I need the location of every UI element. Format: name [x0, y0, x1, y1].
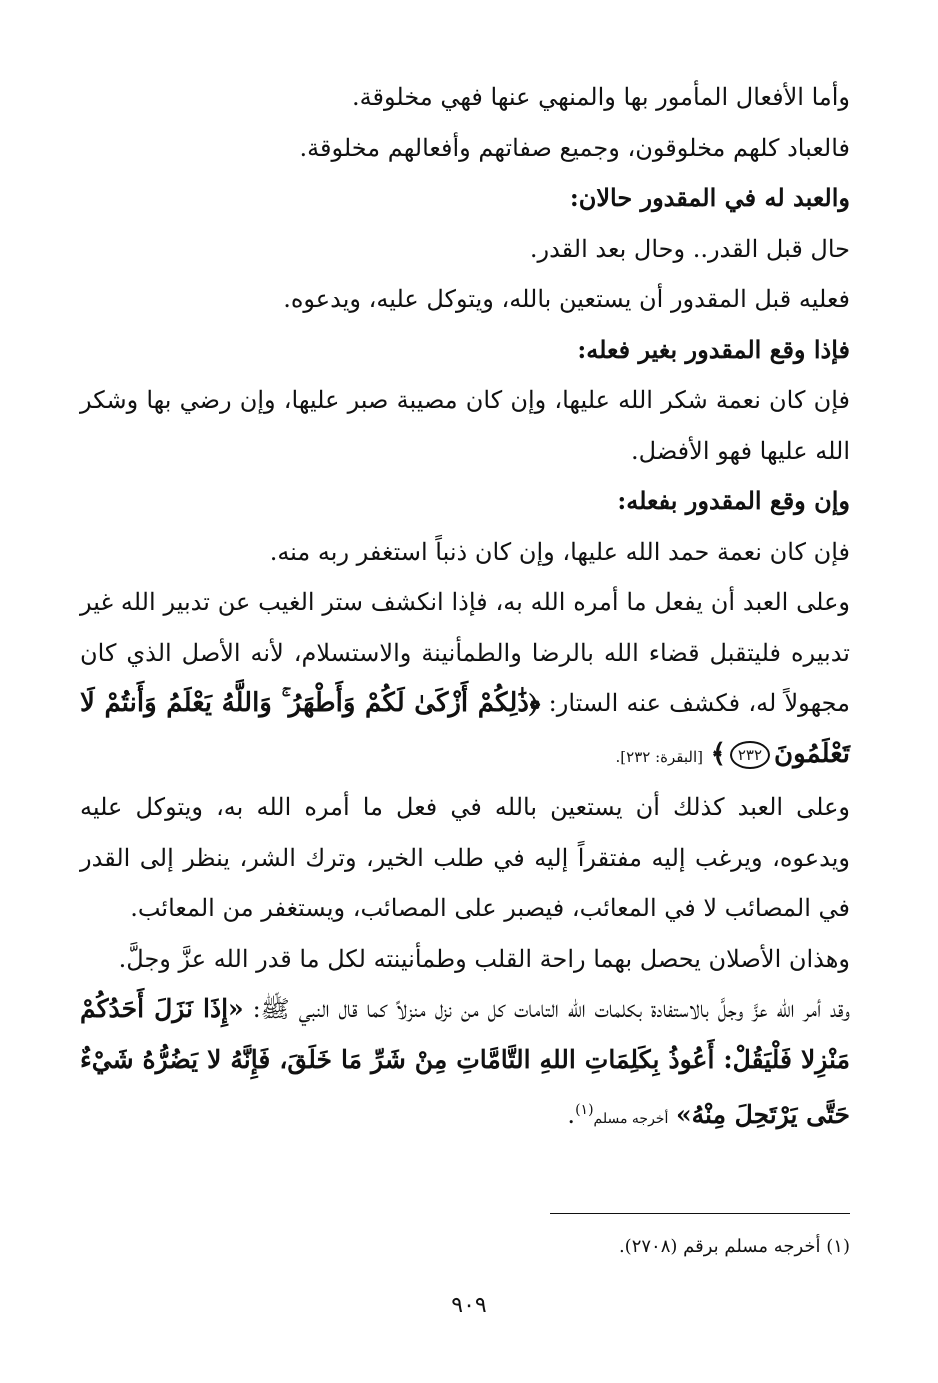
paragraph-servants-created: فالعباد كلهم مخلوقون، وجميع صفاتهم وأفعالهم مخلوقة.	[299, 133, 850, 162]
paragraph-blessing-sin: فإن كان نعمة حمد الله عليها، وإن كان ذنباً استغفر ربه منه.	[269, 537, 850, 566]
quran-verse: ﴿ذَٰلِكُمْ أَزْكَىٰ لَكُمْ وَأَطْهَرُ ۚ وَاللَّهُ يَعْلَمُ وَأَنتُمْ لَا تَعْلَمُونَ	[80, 688, 850, 769]
heading-by-his-act: وإن وقع المقدور بفعله:	[617, 486, 850, 515]
paragraph-before-decree: فعليه قبل المقدور أن يستعين بالله، ويتوكل عليه، ويدعوه.	[283, 285, 850, 313]
paragraph-seek-refuge: وقد أمر الله عزَّ وجلَّ بالاستفادة بكلمات الله التامات كل من نزل منزلاً كما قال النبي ﷺ: «إِذَا نَزَلَ أَحَدُكُمْ مَنْزِلا فَلْيَقُلْ: أَعُوذُ بِكَلِمَاتِ اللهِ التَّامَّاتِ مِنْ شَرِّ مَا خَلَقَ، فَإِنَّهُ لا يَضُرُّهُ شَيْءٌ حَتَّى يَرْتَحِلَ مِنْهُ» أخرجه مسلم$^{(١)}$.	[80, 994, 850, 1129]
paragraph-accept-decree-text: وعلى العبد أن يفعل ما أمره الله به، فإذا انكشف ستر الغيب عن تدبير الله غير تدبيره فليتقبل قضاء الله بالرضا والطمأنينة والاستسلام، لأنه الأصل الذي كان مجهولاً له، فكشف عنه الستار:	[80, 588, 851, 717]
paragraph-accept-decree	[80, 577, 850, 782]
paragraph-two-principles: وهذان الأصلان يحصل بهما راحة القلب وطمأنينته لكل ما قدر الله عزَّ وجلَّ.	[118, 944, 850, 973]
page-number: ٩٠٩	[451, 1293, 487, 1318]
heading-two-states: والعبد له في المقدور حالان:	[569, 183, 850, 212]
heading-not-by-his-act: فإذا وقع المقدور بغير فعله:	[577, 334, 850, 364]
page-body	[80, 72, 850, 1145]
paragraph-before-after: حال قبل القدر.. وحال بعد القدر.	[529, 234, 850, 263]
footnote-divider	[550, 1213, 850, 1214]
ayah-number-marker: ٢٣٢	[730, 741, 770, 769]
footnote-marker: (١)	[575, 1102, 594, 1118]
footnote: (١) أخرجه مسلم برقم (٢٧٠٨).	[618, 1236, 850, 1257]
paragraph-seek-help: وعلى العبد كذلك أن يستعين بالله في فعل ما أمره الله به، ويتوكل عليه ويدعوه، ويرغب إليه مفتقراً إليه في طلب الخير، وترك الشر، ينظر إلى القدر في المصائب لا في المعائب، فيصبر على المصائب، ويستغفر من المعائب.	[80, 793, 850, 922]
paragraph-created-acts: وأما الأفعال المأمور بها والمنهي عنها فهي مخلوقة.	[352, 83, 850, 111]
paragraph-seek-refuge-text: وقد أمر الله عزَّ وجلَّ بالاستفادة بكلمات الله التامات كل من نزل منزلاً كما قال النبي ﷺ:	[252, 995, 850, 1023]
quran-reference: [البقرة: ٢٣٢].	[615, 747, 703, 766]
hadith-source: أخرجه مسلم	[593, 1111, 669, 1127]
hadith-text: «إِذَا نَزَلَ أَحَدُكُمْ مَنْزِلا فَلْيَقُلْ: أَعُوذُ بِكَلِمَاتِ اللهِ التَّامَّاتِ مِنْ شَرِّ مَا خَلَقَ، فَإِنَّهُ لا يَضُرُّهُ شَيْءٌ حَتَّى يَرْتَحِلَ مِنْهُ»	[80, 994, 850, 1129]
paragraph-blessing-affliction: فإن كان نعمة شكر الله عليها، وإن كان مصيبة صبر عليها، وإن رضي بها وشكر الله عليها فهو الأفضل.	[80, 386, 851, 465]
quran-close-bracket: ﴾	[710, 738, 726, 769]
